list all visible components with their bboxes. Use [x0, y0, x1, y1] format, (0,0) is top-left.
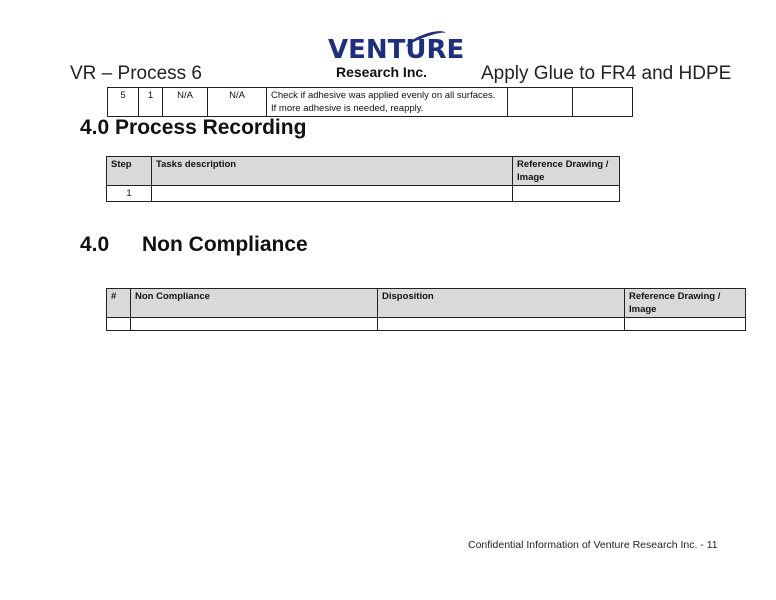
carryover-table: [107, 87, 633, 117]
document-title-right: Apply Glue to FR4 and HDPE: [481, 63, 732, 84]
process-recording-table: [106, 156, 620, 202]
table-row: [107, 318, 746, 331]
table-cell: N/A: [208, 88, 267, 117]
table-row: [107, 186, 620, 202]
column-header: #: [107, 289, 131, 318]
table-row: [108, 88, 633, 117]
reference-cell[interactable]: [513, 186, 620, 202]
page-footer: Confidential Information of Venture Research Inc. - 11: [468, 539, 718, 551]
description-line: If more adhesive is needed, reapply.: [271, 103, 424, 114]
section-heading-process-recording: 4.0 Process Recording: [80, 116, 307, 139]
task-cell[interactable]: [152, 186, 513, 202]
description-cell: [267, 88, 508, 117]
column-header: Reference Drawing / Image: [625, 289, 746, 318]
section-heading-non-compliance-number: 4.0: [80, 233, 110, 256]
company-logo: VENTURE: [328, 35, 465, 65]
table-header-row: [107, 289, 746, 318]
table-cell: 1: [139, 88, 163, 117]
column-header: Non Compliance: [131, 289, 378, 318]
description-line: Check if adhesive was applied evenly on all surfaces.: [271, 90, 496, 101]
table-cell: [508, 88, 573, 117]
table-cell[interactable]: [107, 318, 131, 331]
table-cell[interactable]: [625, 318, 746, 331]
column-header: Tasks description: [152, 157, 513, 186]
column-header: Step: [107, 157, 152, 186]
table-cell: N/A: [163, 88, 208, 117]
table-cell[interactable]: [131, 318, 378, 331]
table-cell[interactable]: [378, 318, 625, 331]
table-cell: 5: [108, 88, 139, 117]
table-header-row: [107, 157, 620, 186]
column-header: Reference Drawing / Image: [513, 157, 620, 186]
company-logo-subtitle: Research Inc.: [336, 64, 428, 80]
step-cell: 1: [107, 186, 152, 202]
table-cell: [573, 88, 633, 117]
column-header: Disposition: [378, 289, 625, 318]
document-title-left: VR – Process 6: [70, 63, 202, 84]
section-heading-non-compliance: Non Compliance: [142, 233, 308, 256]
non-compliance-table: [106, 288, 746, 331]
